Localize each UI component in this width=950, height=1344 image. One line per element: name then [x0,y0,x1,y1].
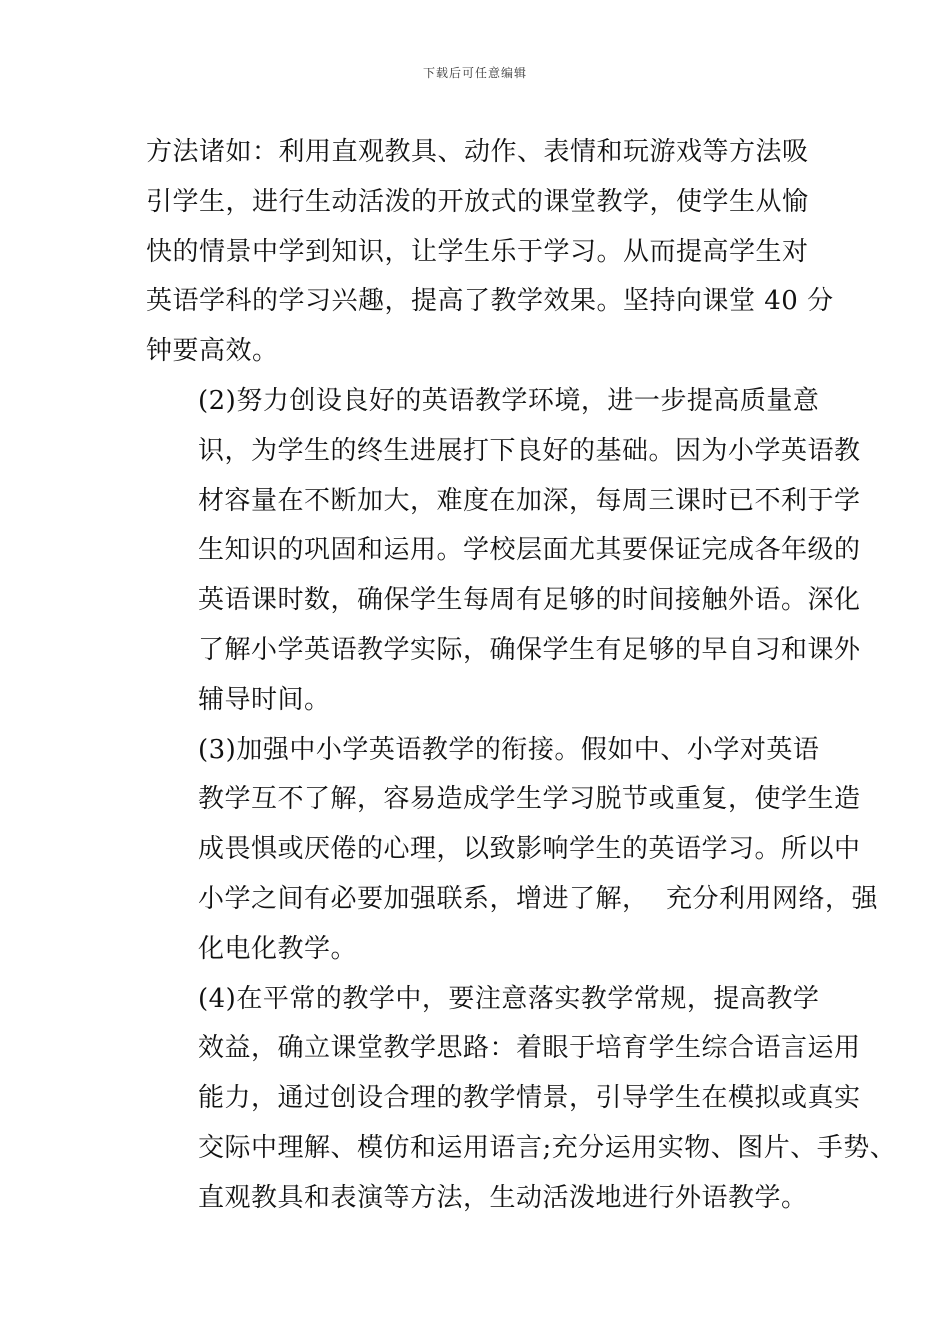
text-line: 能力，通过创设合理的教学情景，引导学生在模拟或真实 [198,1083,861,1114]
text-line: (4)在平常的教学中，要注意落实教学常规，提高教学 [198,983,820,1014]
text-line: 生知识的巩固和运用。学校层面尤其要保证完成各年级的 [198,535,861,566]
text-line: 教学互不了解，容易造成学生学习脱节或重复，使学生造 [198,784,861,815]
text-line: 辅导时间。 [198,684,331,715]
text-line: 了解小学英语教学实际，确保学生有足够的早自习和课外 [198,634,861,665]
text-line: (2)努力创设良好的英语教学环境，进一步提高质量意 [198,385,820,416]
text-line: 英语课时数，确保学生每周有足够的时间接触外语。深化 [198,585,861,616]
text-line: 识，为学生的终生进展打下良好的基础。因为小学英语教 [198,435,861,466]
text-line: 交际中理解、模仿和运用语言;充分运用实物、图片、手势、 [198,1132,897,1163]
paragraph-2 [146,377,861,726]
text-line: 化电化教学。 [198,933,358,964]
text-line: 成畏惧或厌倦的心理，以致影响学生的英语学习。所以中 [198,834,861,865]
text-line: 直观教具和表演等方法，生动活泼地进行外语教学。 [198,1182,808,1213]
document-body [146,128,897,1224]
text-line: 钟要高效。 [146,336,279,367]
text-line: (3)加强中小学英语教学的衔接。假如中、小学对英语 [198,734,820,765]
text-line: 效益，确立课堂教学思路：着眼于培育学生综合语言运用 [198,1033,861,1064]
text-line: 英语学科的学习兴趣，提高了教学效果。坚持向课堂 40 分 [146,286,834,317]
page-header: 下载后可任意编辑 [422,66,527,80]
paragraph-1 [146,128,834,377]
text-line: 小学之间有必要加强联系，增进了解， 充分利用网络，强 [198,883,879,914]
text-line: 材容量在不断加大，难度在加深，每周三课时已不利于学 [198,485,861,516]
text-line: 引学生，进行生动活泼的开放式的课堂教学，使学生从愉 [146,186,809,217]
paragraph-3 [146,726,879,975]
text-line: 方法诸如：利用直观教具、动作、表情和玩游戏等方法吸 [146,137,809,167]
text-line: 快的情景中学到知识，让学生乐于学习。从而提高学生对 [146,236,809,267]
paragraph-4 [146,975,897,1224]
